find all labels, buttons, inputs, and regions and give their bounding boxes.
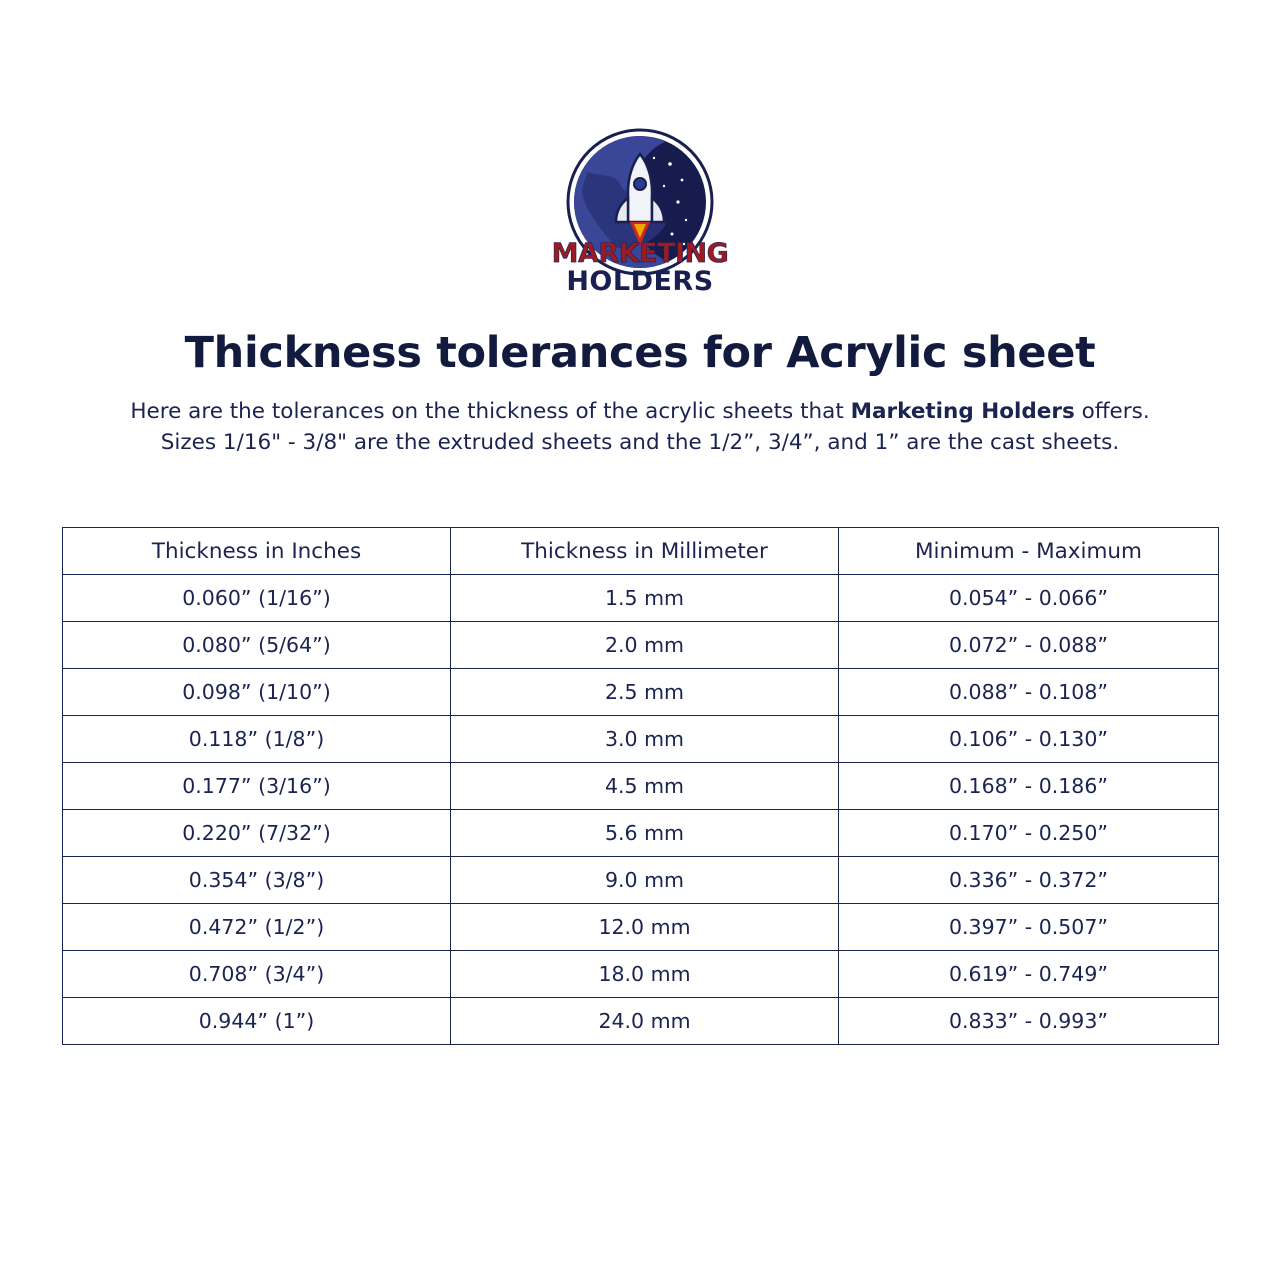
logo-line-1: MARKETING [551, 238, 729, 269]
cell-millimeter: 2.5 mm [451, 669, 839, 716]
cell-inches: 0.118” (1/8”) [63, 716, 451, 763]
table-row [63, 904, 1219, 951]
cell-min-max: 0.336” - 0.372” [839, 857, 1219, 904]
table-row [63, 716, 1219, 763]
tolerance-table-container [62, 527, 1218, 1045]
table-row [63, 763, 1219, 810]
table-row [63, 669, 1219, 716]
column-header-millimeter: Thickness in Millimeter [451, 528, 839, 575]
cell-millimeter: 2.0 mm [451, 622, 839, 669]
cell-inches: 0.472” (1/2”) [63, 904, 451, 951]
cell-min-max: 0.072” - 0.088” [839, 622, 1219, 669]
cell-inches: 0.098” (1/10”) [63, 669, 451, 716]
cell-inches: 0.080” (5/64”) [63, 622, 451, 669]
subtitle-line-1-after: offers. [1074, 399, 1150, 424]
cell-millimeter: 18.0 mm [451, 951, 839, 998]
cell-millimeter: 4.5 mm [451, 763, 839, 810]
cell-min-max: 0.619” - 0.749” [839, 951, 1219, 998]
cell-millimeter: 9.0 mm [451, 857, 839, 904]
table-header-row [63, 528, 1219, 575]
cell-inches: 0.220” (7/32”) [63, 810, 451, 857]
column-header-min-max: Minimum - Maximum [839, 528, 1219, 575]
page-title: Thickness tolerances for Acrylic sheet [184, 328, 1096, 378]
cell-millimeter: 3.0 mm [451, 716, 839, 763]
table-row [63, 951, 1219, 998]
cell-min-max: 0.054” - 0.066” [839, 575, 1219, 622]
logo-wordmark [540, 240, 740, 295]
cell-min-max: 0.168” - 0.186” [839, 763, 1219, 810]
cell-min-max: 0.170” - 0.250” [839, 810, 1219, 857]
marketing-holders-logo [540, 128, 740, 318]
cell-inches: 0.944” (1”) [63, 998, 451, 1045]
cell-inches: 0.708” (3/4”) [63, 951, 451, 998]
cell-inches: 0.060” (1/16”) [63, 575, 451, 622]
table-row [63, 998, 1219, 1045]
cell-millimeter: 1.5 mm [451, 575, 839, 622]
cell-millimeter: 12.0 mm [451, 904, 839, 951]
cell-millimeter: 5.6 mm [451, 810, 839, 857]
table-row [63, 622, 1219, 669]
subtitle-line-1-before: Here are the tolerances on the thickness of the acrylic sheets that [130, 399, 851, 424]
subtitle-brand: Marketing Holders [850, 399, 1075, 424]
cell-min-max: 0.833” - 0.993” [839, 998, 1219, 1045]
subtitle-line-2: Sizes 1/16" - 3/8" are the extruded sheets and the 1/2”, 3/4”, and 1” are the cast sheets. [160, 430, 1120, 456]
column-header-inches: Thickness in Inches [63, 528, 451, 575]
table-row [63, 857, 1219, 904]
table-row [63, 575, 1219, 622]
cell-min-max: 0.106” - 0.130” [839, 716, 1219, 763]
cell-min-max: 0.397” - 0.507” [839, 904, 1219, 951]
table-row [63, 810, 1219, 857]
tolerance-table [62, 527, 1219, 1045]
logo-line-2: HOLDERS [566, 266, 714, 297]
cell-millimeter: 24.0 mm [451, 998, 839, 1045]
cell-inches: 0.177” (3/16”) [63, 763, 451, 810]
logo-block [0, 0, 1280, 318]
cell-inches: 0.354” (3/8”) [63, 857, 451, 904]
page-subtitle [60, 396, 1220, 458]
cell-min-max: 0.088” - 0.108” [839, 669, 1219, 716]
